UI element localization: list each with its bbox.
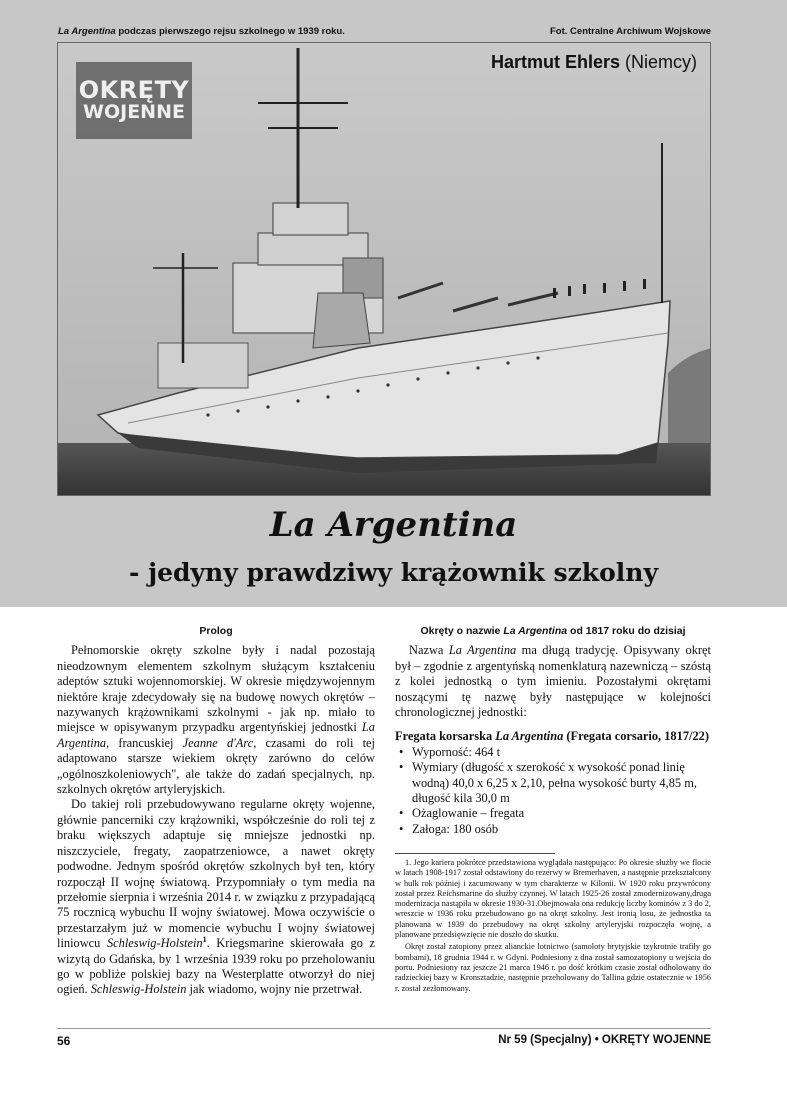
list-item: • Wyporność: 464 t: [399, 745, 711, 760]
photo-credit: Fot. Centralne Archiwum Wojskowe: [550, 26, 711, 37]
list-item: • Załoga: 180 osób: [399, 822, 711, 837]
paragraph: Nazwa La Argentina ma długą tradycję. Opisywany okręt był – zgodnie z argentyńską nomenklaturą nazewniczą – szóstą z kolei jednostką o tym imieniu. Pozostałymi okrętami noszącymi tę nazwę były następujące w kolejności chronologicznej jednostki:: [395, 643, 711, 720]
author-byline: Hartmut Ehlers (Niemcy): [490, 52, 697, 72]
article-title: La Argentina: [269, 505, 518, 545]
list-item: • Wymiary (długość x szerokość x wysokość ponad linię wodną) 40,0 x 6,25 x 2,10, pełna wysokość burty 4,85 m, długość kila 30,0 m: [399, 760, 711, 806]
paragraph: Pełnomorskie okręty szkolne były i nadal pozostają nieodzownym elementem szkolnym służącym kształceniu adeptów sztuki wojennomorskiej. W okresie międzywojennym niektóre kraje zdecydowały się na budowę nowych okrętów – nazywanych krążownikami szkolnymi - jak np. miało to miejsce w opisywanym przypadku argentyńskiej jednostki La Argentina, francuskiej Jeanne d'Arc, czasami do roli tej adaptowano starsze wiekiem okręty zarówno do celów „ogólnoszkoleniowych", ale także do zadań specjalnych, np. szkolnych okrętów artyleryjskich.: [57, 643, 375, 797]
footnotes: [395, 858, 711, 996]
paragraph: Do takiej roli przebudowywano regularne okręty wojenne, głównie pancerniki czy krążowniki, współcześnie do roli tej z braku większych adaptuje się mniejsze jednostki np. niszczyciele, fregaty, zaopatrzeniowce, a nawet okręty podwodne. Jednym spośród okrętów szkolnych był ten, który rozpoczął II wojnę światową. Przypomniały o tym media na przełomie sierpnia i września 2014 r. w związku z przypadającą 75 rocznicą wybuchu II wojny światowej. Mowa oczywiście o przestarzałym już w momencie wybuchu I wojny światowej liniowcu Schleswig-Holstein$^1$. Kriegsmarine skierowała go z wizytą do Gdańska, by 1 września 1939 roku po przeholowaniu go w pobliże polskiej bazy na Westerplatte otworzył do niej ogień. Schleswig-Holstein jak wiadomo, wojny nie przetrwał.: [57, 797, 375, 997]
ship-specs-list: [399, 745, 711, 837]
ship-entry-title: Fregata korsarska La Argentina (Fregata corsario, 1817/22): [395, 729, 709, 744]
magazine-issue: Nr 59 (Specjalny) • OKRĘTY WOJENNE: [498, 1034, 711, 1046]
article-subtitle: - jedyny prawdziwy krążownik szkolny: [129, 558, 658, 587]
footnote-divider: [395, 853, 555, 854]
left-column: [57, 624, 375, 998]
ship-photo: [57, 42, 711, 496]
section-heading-prolog: Prolog: [199, 625, 233, 637]
magazine-logo: OKRĘTY WOJENNE: [76, 62, 192, 139]
footnote: 1. Jego kariera pokrótce przedstawiona wyglądała następująco: Po okresie służby we flocie w latach 1908-1917 został odstawiony do rezerwy w Bremerhaven, a następnie przekształcony w hulk rok później i zacumowany w tym charakterze w Kilonii. W 1920 roku przywrócony został przez Reichsmarine do służby czynnej. W latach 1925-26 został zmodernizowany,druga modernizacja nastąpiła w okresie 1930-31.Obejmowała ona redukcję liczby kominów z 3 do 2, wreszcie w 1936 roku przebudowano go na okręt szkolny. Jest ironią losu, że jednostka ta planowana w 1939 do przebudowy na okręt szkolny artyleryjski rozpoczęła wojnę, a planowane przedsięwzięcie nie doszło do skutku.: [395, 858, 711, 940]
right-column: [395, 624, 711, 837]
photo-caption: La Argentina podczas pierwszego rejsu szkolnego w 1939 roku.: [58, 26, 345, 37]
list-item: • Ożaglowanie – fregata: [399, 806, 711, 821]
page-number: 56: [57, 1034, 71, 1048]
footer-divider: [57, 1028, 711, 1029]
footnote: Okręt został zatopiony przez alianckie lotnictwo (samoloty brytyjskie tzykrotnie trafiły go bombami), 18 grudnia 1944 r. w Gdyni. Podniesiony z dna został samozatopiony u wejścia do portu. Podniesiony raz jeszcze 21 marca 1946 r. po dość krótkim czasie został odholowany do radzieckiej bazy w Kronsztadzie, następnie przeholowany do Tallina gdzie ostatecznie w 1956 r. został zezłomowany.: [395, 942, 711, 993]
section-heading-names: Okręty o nazwie La Argentina od 1817 roku do dzisiaj: [420, 625, 686, 637]
footnote-ref: 1: [202, 935, 207, 944]
